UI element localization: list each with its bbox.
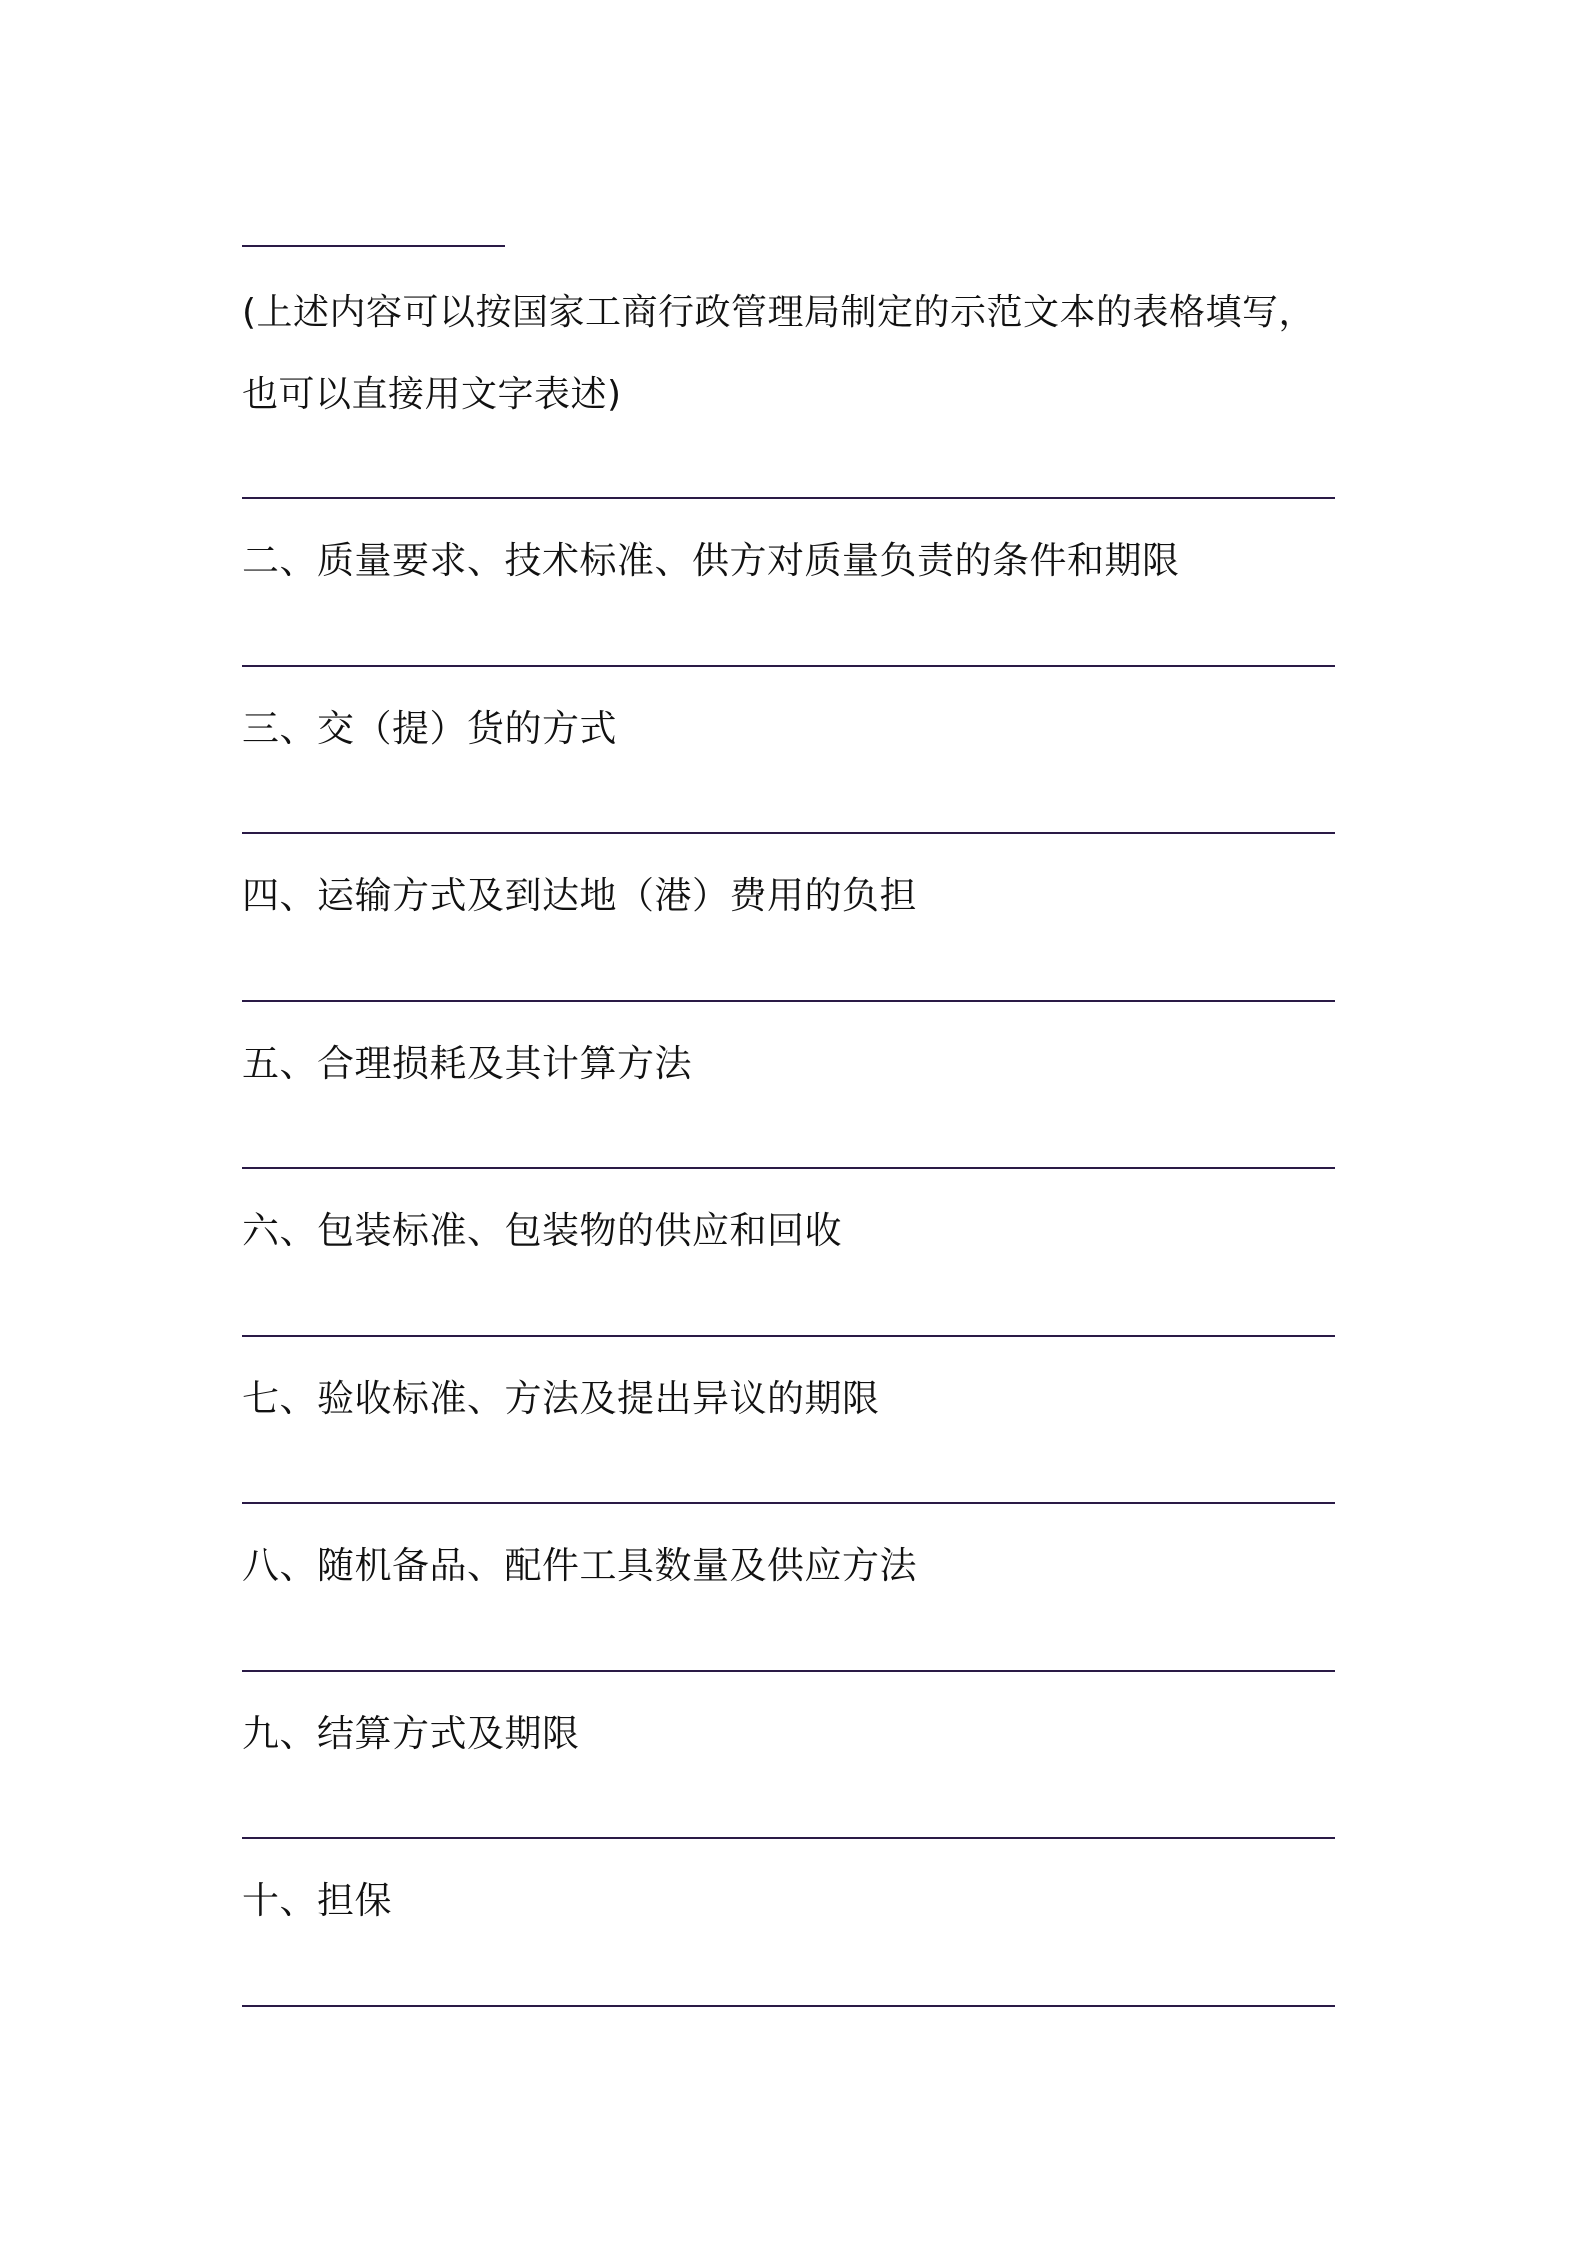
section-heading-6: 六、包装标准、包装物的供应和回收 <box>242 1209 842 1252</box>
section-heading-4: 四、运输方式及到达地（港）费用的负担 <box>242 874 917 917</box>
fill-in-line <box>242 497 1335 499</box>
section-heading-7: 七、验收标准、方法及提出异议的期限 <box>242 1377 880 1420</box>
fill-in-line <box>242 1167 1335 1169</box>
section-heading-10: 十、担保 <box>242 1879 392 1922</box>
section-heading-8: 八、随机备品、配件工具数量及供应方法 <box>242 1544 917 1587</box>
fill-in-line <box>242 1335 1335 1337</box>
section-heading-5: 五、合理损耗及其计算方法 <box>242 1042 692 1085</box>
fill-in-line <box>242 1000 1335 1002</box>
fill-in-line <box>242 1670 1335 1672</box>
section-heading-2: 二、质量要求、技术标准、供方对质量负责的条件和期限 <box>242 539 1180 582</box>
fill-in-line <box>242 1837 1335 1839</box>
fill-in-line <box>242 832 1335 834</box>
note-line-1: (上述内容可以按国家工商行政管理局制定的示范文本的表格填写， <box>242 292 1316 333</box>
note-line-2: 也可以直接用文字表述) <box>242 374 622 415</box>
section-heading-9: 九、结算方式及期限 <box>242 1712 580 1755</box>
fill-in-line-short <box>242 245 505 247</box>
fill-in-line <box>242 2005 1335 2007</box>
fill-in-line <box>242 665 1335 667</box>
fill-in-line <box>242 1502 1335 1504</box>
section-heading-3: 三、交（提）货的方式 <box>242 707 617 750</box>
